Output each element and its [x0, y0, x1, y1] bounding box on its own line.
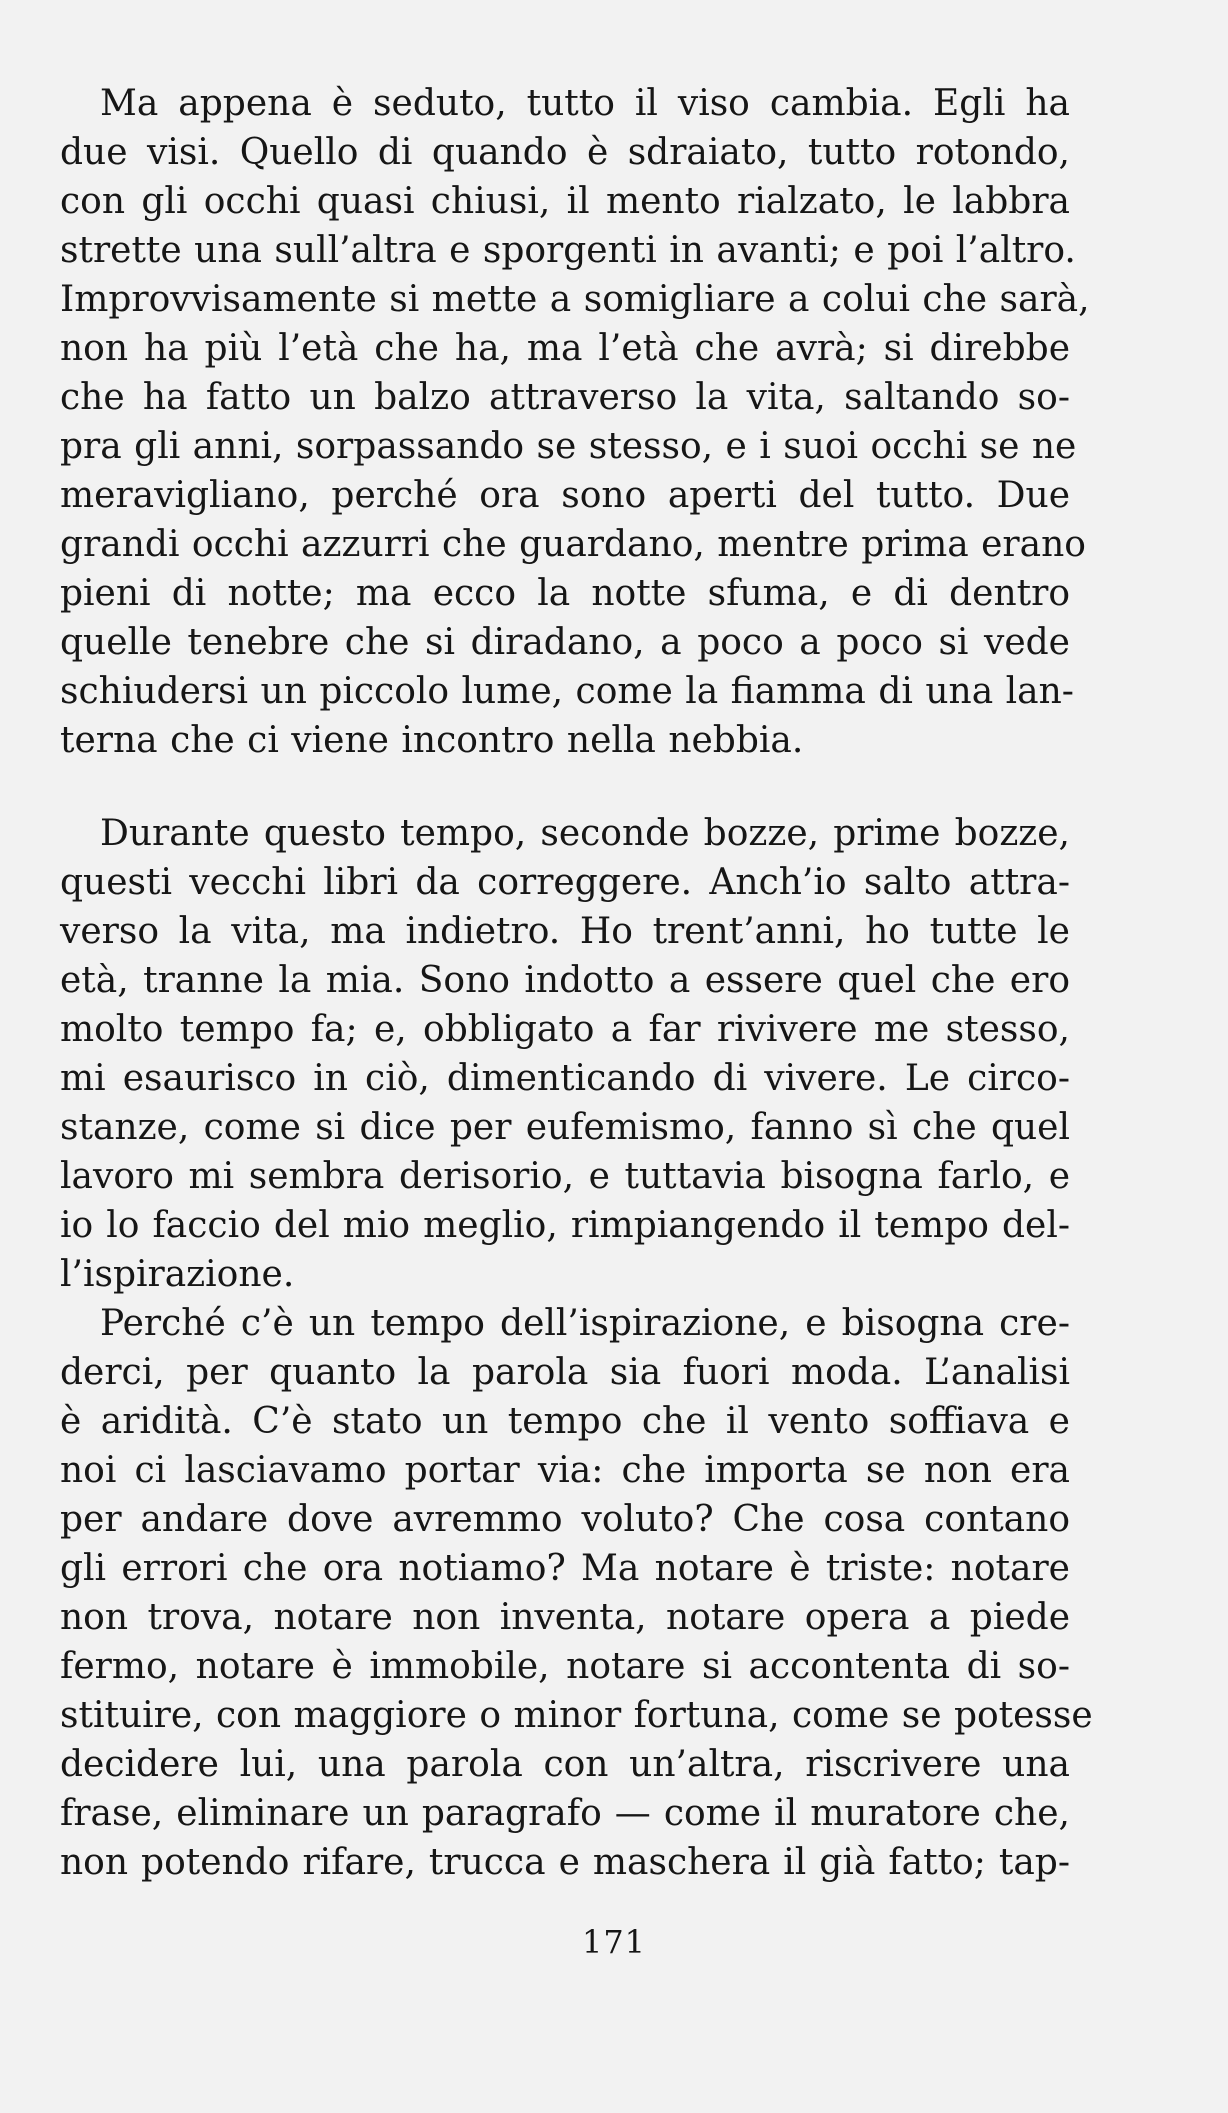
text-line: frase, eliminare un paragrafo — come il muratore che,: [60, 1793, 1070, 1834]
text-line: terna che ci viene incontro nella nebbia.: [60, 720, 804, 761]
text-line: stituire, con maggiore o minor fortuna, come se potesse: [60, 1695, 1093, 1736]
text-line: schiudersi un piccolo lume, come la fiamma di una lan-: [60, 671, 1074, 712]
text-line: Ma appena è seduto, tutto il viso cambia. Egli ha: [100, 83, 1070, 124]
text-line: non potendo rifare, trucca e maschera il già fatto; tap-: [60, 1842, 1070, 1883]
text-line: meravigliano, perché ora sono aperti del tutto. Due: [60, 475, 1070, 516]
text-line: strette una sull’altra e sporgenti in avanti; e poi l’altro.: [60, 230, 1076, 271]
text-line: derci, per quanto la parola sia fuori moda. L’analisi: [60, 1352, 1070, 1393]
text-line: Perché c’è un tempo dell’ispirazione, e bisogna cre-: [100, 1303, 1070, 1344]
text-line: questi vecchi libri da correggere. Anch’io salto attra-: [60, 862, 1070, 903]
text-line: con gli occhi quasi chiusi, il mento rialzato, le labbra: [60, 181, 1070, 222]
text-line: per andare dove avremmo voluto? Che cosa contano: [60, 1499, 1070, 1540]
text-line: che ha fatto un balzo attraverso la vita, saltando so-: [60, 377, 1070, 418]
text-line: pieni di notte; ma ecco la notte sfuma, e di dentro: [60, 573, 1070, 614]
text-line: l’ispirazione.: [60, 1254, 295, 1295]
text-line: lavoro mi sembra derisorio, e tuttavia bisogna farlo, e: [60, 1156, 1070, 1197]
page-number: 171: [581, 1923, 647, 1961]
text-line: molto tempo fa; e, obbligato a far rivivere me stesso,: [60, 1009, 1070, 1050]
text-line: Durante questo tempo, seconde bozze, prime bozze,: [100, 813, 1070, 854]
text-line: fermo, notare è immobile, notare si accontenta di so-: [60, 1646, 1070, 1687]
text-line: verso la vita, ma indietro. Ho trent’anni, ho tutte le: [60, 911, 1070, 952]
text-line: mi esaurisco in ciò, dimenticando di vivere. Le circo-: [60, 1058, 1070, 1099]
text-line: Improvvisamente si mette a somigliare a colui che sarà,: [60, 279, 1090, 320]
text-line: non ha più l’età che ha, ma l’età che avrà; si direbbe: [60, 328, 1070, 369]
text-line: gli errori che ora notiamo? Ma notare è triste: notare: [60, 1548, 1070, 1589]
text-line: grandi occhi azzurri che guardano, mentre prima erano: [60, 524, 1086, 565]
text-line: io lo faccio del mio meglio, rimpiangendo il tempo del-: [60, 1205, 1070, 1246]
text-line: pra gli anni, sorpassando se stesso, e i suoi occhi se ne: [60, 426, 1077, 467]
text-line: noi ci lasciavamo portar via: che importa se non era: [60, 1450, 1070, 1491]
text-line: stanze, come si dice per eufemismo, fanno sì che quel: [60, 1107, 1070, 1148]
text-line: due visi. Quello di quando è sdraiato, tutto rotondo,: [60, 132, 1070, 173]
text-line: età, tranne la mia. Sono indotto a essere quel che ero: [60, 960, 1070, 1001]
text-line: è aridità. C’è stato un tempo che il vento soffiava e: [60, 1401, 1070, 1442]
text-line: non trova, notare non inventa, notare opera a piede: [60, 1597, 1070, 1638]
text-line: decidere lui, una parola con un’altra, riscrivere una: [60, 1744, 1070, 1785]
text-line: quelle tenebre che si diradano, a poco a poco si vede: [60, 622, 1070, 663]
